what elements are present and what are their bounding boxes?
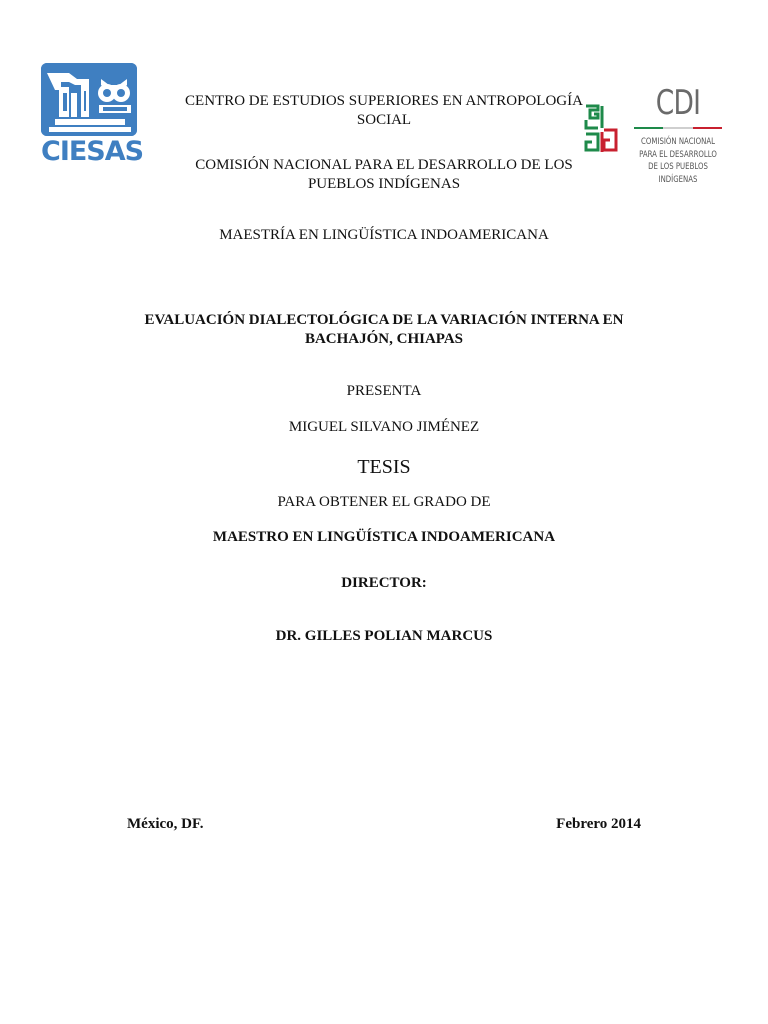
institution-line: CENTRO DE ESTUDIOS SUPERIORES EN ANTROPOLOGÍA [185,93,583,109]
director-label: DIRECTOR: [341,575,427,591]
program-name: MAESTRÍA EN LINGÜÍSTICA INDOAMERICANA [219,227,549,243]
institution-line: SOCIAL [356,112,412,128]
degree-purpose: PARA OBTENER EL GRADO DE [277,494,491,510]
thesis-title-line: BACHAJÓN, CHIAPAS [304,331,464,347]
author-name: MIGUEL SILVANO JIMÉNEZ [288,419,480,435]
institution-cdi [0,156,768,194]
thesis-title [0,311,768,349]
institution-line: PUEBLOS INDÍGENAS [307,176,461,192]
cdi-wordmark: CDI [655,83,701,123]
institution-line: COMISIÓN NACIONAL PARA EL DESARROLLO DE LOS [195,157,573,173]
thesis-title-line: EVALUACIÓN DIALECTOLÓGICA DE LA VARIACIÓN INTERNA EN [144,312,624,328]
cdi-subtitle-line: DE LOS PUEBLOS INDÍGENAS [648,162,708,185]
ciesas-wordmark: CIESAS [41,136,144,167]
date: Febrero 2014 [556,816,641,832]
cdi-subtitle-line: COMISIÓN NACIONAL [641,137,715,147]
place: México, DF. [127,816,204,832]
institution-ciesas [0,92,768,130]
director-name: DR. GILLES POLIAN MARCUS [275,628,493,644]
presents-label: PRESENTA [346,383,422,399]
cdi-subtitle-line: PARA EL DESARROLLO [639,149,717,160]
document-type: TESIS [357,456,411,478]
degree-name: MAESTRO EN LINGÜÍSTICA INDOAMERICANA [212,529,556,545]
